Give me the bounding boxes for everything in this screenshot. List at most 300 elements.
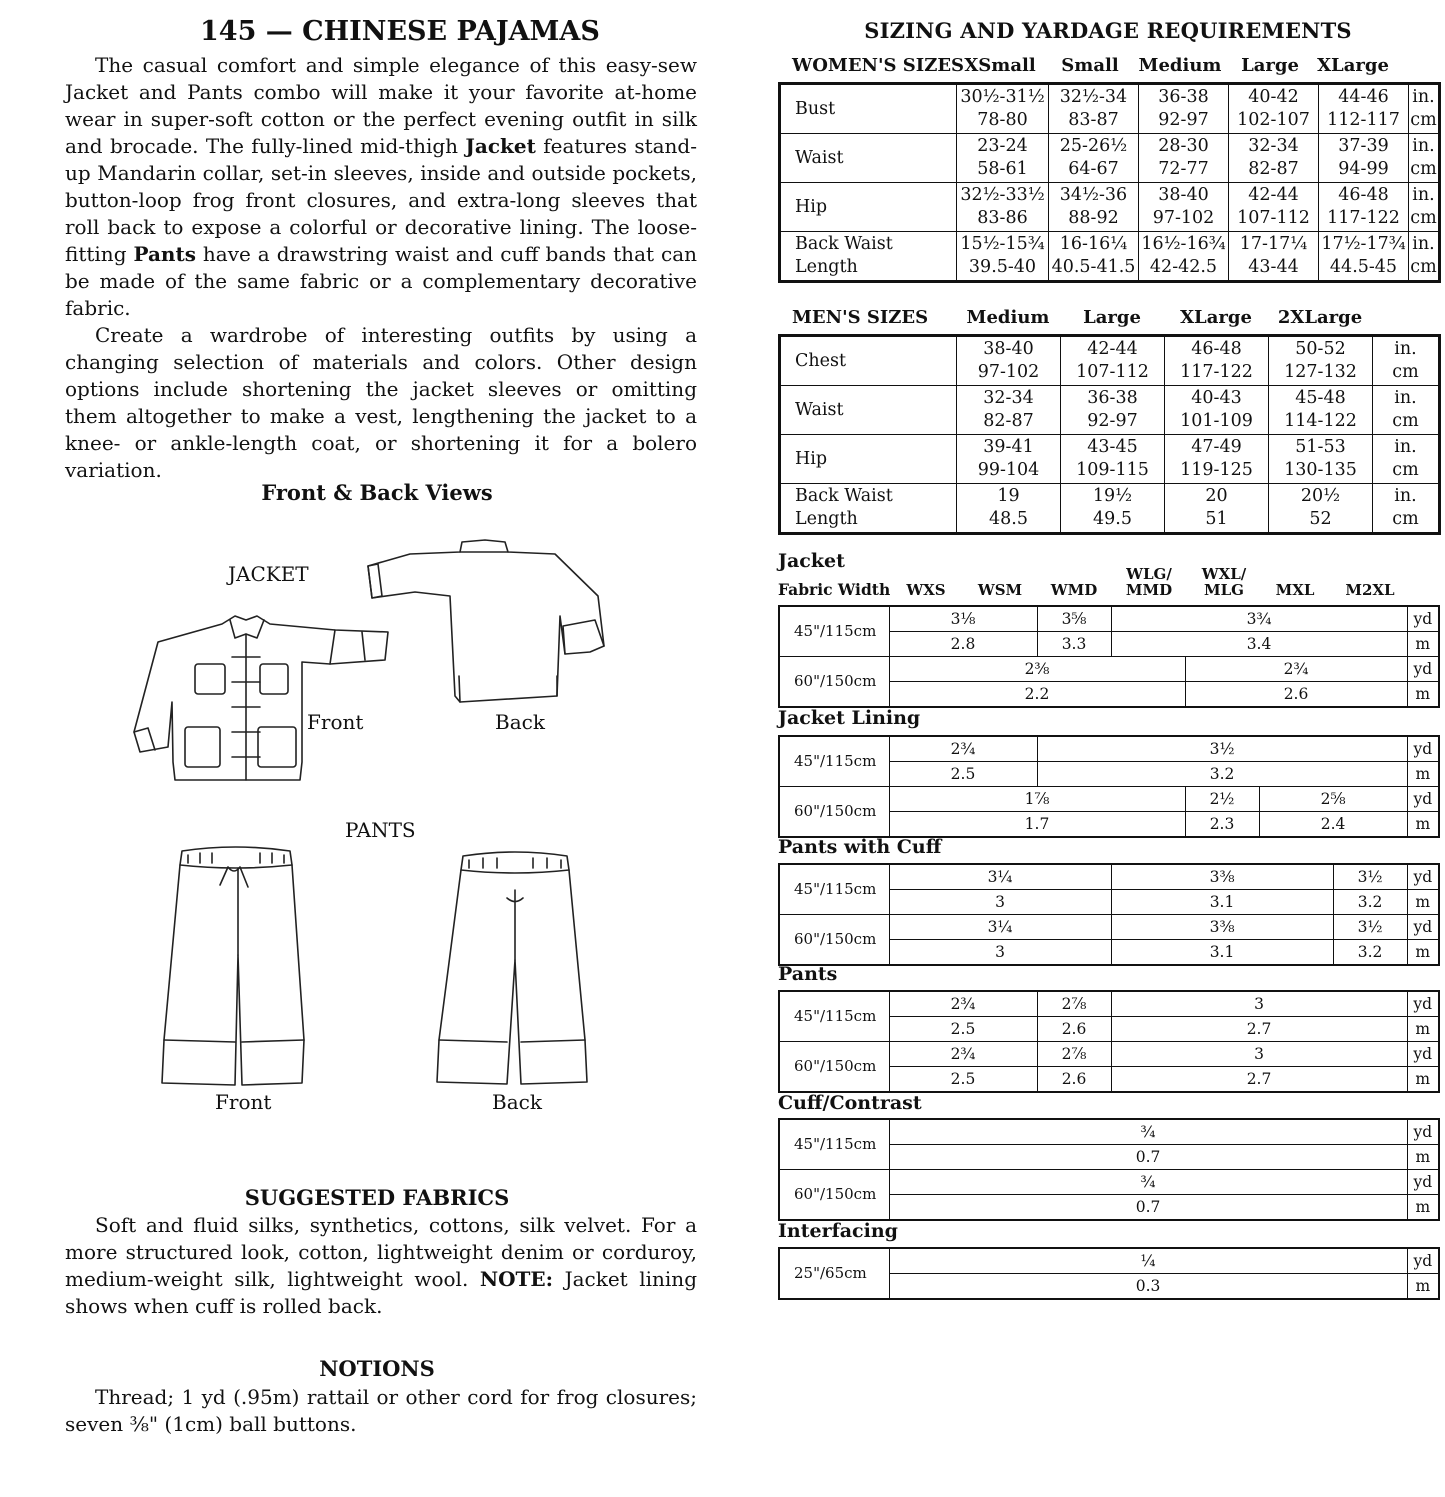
unit-in: in. bbox=[1412, 234, 1435, 254]
size-value-cell bbox=[1061, 336, 1165, 386]
yardage-value-yd: 2¾ bbox=[889, 991, 1037, 1017]
size-value-cm: 112-117 bbox=[1327, 110, 1400, 130]
size-value-in: 16½-16¾ bbox=[1141, 234, 1226, 254]
mens-size-header: 2XLarge bbox=[1277, 307, 1363, 328]
intro-text bbox=[65, 52, 697, 484]
unit-in: in. bbox=[1412, 87, 1435, 107]
sizing-title: SIZING AND YARDAGE REQUIREMENTS bbox=[864, 18, 1352, 43]
size-value-cell bbox=[1049, 232, 1139, 282]
size-value-cm: 117-122 bbox=[1327, 208, 1400, 228]
size-value-cm: 107-112 bbox=[1237, 208, 1310, 228]
size-value-in: 40-43 bbox=[1191, 388, 1242, 408]
unit-m: m bbox=[1407, 1017, 1439, 1042]
pants-back-illustration bbox=[435, 850, 590, 1090]
fabrics-note-label: NOTE: bbox=[479, 1267, 554, 1291]
size-table-row bbox=[780, 386, 1440, 435]
yardage-value-m: 2.4 bbox=[1259, 812, 1407, 838]
unit-in: in. bbox=[1394, 486, 1417, 506]
size-row-label: Back Waist Length bbox=[780, 484, 957, 534]
fabrics-text bbox=[65, 1212, 697, 1320]
yardage-value-yd: 3⅛ bbox=[889, 606, 1037, 632]
size-row-label: Chest bbox=[780, 336, 957, 386]
yardage-value-m: 3.2 bbox=[1037, 762, 1407, 787]
size-value-cm: 48.5 bbox=[989, 509, 1028, 529]
fabric-width-cell: 60"/150cm bbox=[779, 915, 889, 966]
yardage-value-m: 3.2 bbox=[1333, 940, 1407, 966]
size-value-cm: 39.5-40 bbox=[968, 257, 1037, 277]
size-value-in: 32-34 bbox=[983, 388, 1034, 408]
unit-yd: yd bbox=[1407, 864, 1439, 890]
yardage-value-yd: 3½ bbox=[1333, 915, 1407, 940]
yardage-value-yd: 3 bbox=[1111, 991, 1407, 1017]
fabric-width-label: Fabric Width bbox=[778, 580, 891, 599]
size-value-cell bbox=[1319, 183, 1409, 232]
size-value-cell bbox=[1165, 336, 1269, 386]
yardage-value-yd: 2⅜ bbox=[889, 657, 1185, 682]
yardage-col-header: WSM bbox=[977, 581, 1023, 599]
unit-yd: yd bbox=[1407, 787, 1439, 812]
yardage-value-m: 0.7 bbox=[889, 1195, 1407, 1221]
size-value-cm: 99-104 bbox=[977, 460, 1040, 480]
size-value-cell bbox=[1165, 484, 1269, 534]
size-value-in: 19½ bbox=[1092, 486, 1133, 506]
size-value-in: 36-38 bbox=[1087, 388, 1138, 408]
yardage-value-yd: ¼ bbox=[889, 1248, 1407, 1274]
yardage-row bbox=[779, 864, 1439, 890]
unit-cm: cm bbox=[1410, 208, 1437, 228]
yardage-col-header: M2XL bbox=[1345, 581, 1395, 599]
fabric-width-cell: 25"/65cm bbox=[779, 1248, 889, 1299]
size-unit-cell bbox=[1373, 435, 1440, 484]
size-value-cm: 64-67 bbox=[1068, 159, 1119, 179]
size-unit-cell bbox=[1373, 336, 1440, 386]
mens-sizes-heading: MEN'S SIZES bbox=[792, 307, 929, 328]
mens-size-table bbox=[778, 334, 1441, 535]
size-value-in: 19 bbox=[997, 486, 1020, 506]
size-value-in: 47-49 bbox=[1191, 437, 1242, 457]
size-value-cm: 78-80 bbox=[977, 110, 1028, 130]
yardage-value-m: 2.5 bbox=[889, 762, 1037, 787]
yardage-value-yd: 3½ bbox=[1037, 736, 1407, 762]
size-value-cm: 52 bbox=[1309, 509, 1332, 529]
size-value-in: 42-44 bbox=[1248, 185, 1299, 205]
unit-cm: cm bbox=[1410, 110, 1437, 130]
yardage-row bbox=[779, 1119, 1439, 1145]
yardage-section-title: Cuff/Contrast bbox=[778, 1092, 922, 1114]
yardage-section-title: Pants with Cuff bbox=[778, 836, 942, 858]
mens-size-header: XLarge bbox=[1180, 307, 1252, 328]
yardage-col-header: MXL bbox=[1275, 581, 1315, 599]
size-value-in: 34½-36 bbox=[1059, 185, 1128, 205]
size-value-cell bbox=[957, 134, 1049, 183]
size-table-row bbox=[780, 484, 1440, 534]
yardage-section-title: Interfacing bbox=[778, 1220, 898, 1242]
size-value-in: 17½-17¾ bbox=[1321, 234, 1406, 254]
yardage-value-yd: 2¾ bbox=[889, 736, 1037, 762]
yardage-value-m: 2.7 bbox=[1111, 1067, 1407, 1093]
size-value-in: 15½-15¾ bbox=[960, 234, 1045, 254]
unit-m: m bbox=[1407, 682, 1439, 708]
intro-paragraph-1 bbox=[65, 52, 697, 322]
size-value-in: 28-30 bbox=[1158, 136, 1209, 156]
size-value-cell bbox=[1061, 435, 1165, 484]
size-value-cm: 42-42.5 bbox=[1149, 257, 1218, 277]
yardage-value-yd: 3¾ bbox=[1111, 606, 1407, 632]
unit-m: m bbox=[1407, 1145, 1439, 1170]
size-value-in: 46-48 bbox=[1338, 185, 1389, 205]
unit-cm: cm bbox=[1392, 411, 1419, 431]
intro-paragraph-2: Create a wardrobe of interesting outfits by using a changing selection of materials and colors. Other design options include shortening the jacket sleeves or omitting them altogether to make a vest, lengthening the jacket to a knee- or ankle-length coat, or shortening it for a bolero variation. bbox=[65, 323, 697, 482]
size-value-cm: 127-132 bbox=[1284, 362, 1357, 382]
size-unit-cell bbox=[1373, 386, 1440, 435]
yardage-value-m: 3.1 bbox=[1111, 940, 1333, 966]
unit-cm: cm bbox=[1392, 460, 1419, 480]
yardage-value-yd: 2⅞ bbox=[1037, 1042, 1111, 1067]
size-value-cell bbox=[1319, 134, 1409, 183]
notions-text bbox=[65, 1384, 697, 1438]
yardage-row bbox=[779, 1042, 1439, 1067]
pants-front-label: Front bbox=[215, 1090, 272, 1114]
womens-size-header: Medium bbox=[1138, 55, 1222, 76]
size-value-in: 42-44 bbox=[1087, 339, 1138, 359]
size-value-cm: 82-87 bbox=[1248, 159, 1299, 179]
unit-cm: cm bbox=[1410, 257, 1437, 277]
fabric-width-cell: 45"/115cm bbox=[779, 1119, 889, 1170]
unit-in: in. bbox=[1394, 388, 1417, 408]
yardage-row bbox=[779, 657, 1439, 682]
size-value-cm: 40.5-41.5 bbox=[1051, 257, 1136, 277]
size-table-row bbox=[780, 232, 1440, 282]
yardage-row bbox=[779, 991, 1439, 1017]
jacket-back-label: Back bbox=[495, 710, 545, 734]
fabrics-text-b: Jacket lining shows when cuff is rolled back. bbox=[65, 1267, 697, 1318]
yardage-col-header: WXS bbox=[906, 581, 946, 599]
size-value-cell bbox=[1049, 84, 1139, 134]
intro-text-c: have a drawstring waist and cuff bands that can be made of the same fabric or a complementary decorative fabric. bbox=[65, 242, 697, 320]
jacket-back-illustration bbox=[360, 536, 610, 716]
unit-yd: yd bbox=[1407, 1042, 1439, 1067]
unit-m: m bbox=[1407, 632, 1439, 657]
views-heading: Front & Back Views bbox=[261, 480, 493, 505]
size-value-cell bbox=[1049, 134, 1139, 183]
unit-in: in. bbox=[1412, 185, 1435, 205]
womens-size-header: Small bbox=[1061, 55, 1119, 76]
size-value-in: 17-17¼ bbox=[1239, 234, 1308, 254]
unit-yd: yd bbox=[1407, 606, 1439, 632]
fabric-width-cell: 60"/150cm bbox=[779, 1042, 889, 1093]
size-value-cell bbox=[957, 435, 1061, 484]
size-unit-cell bbox=[1409, 232, 1440, 282]
yardage-value-yd: 2⅞ bbox=[1037, 991, 1111, 1017]
size-value-cell bbox=[1319, 84, 1409, 134]
unit-cm: cm bbox=[1392, 362, 1419, 382]
unit-m: m bbox=[1407, 1067, 1439, 1093]
size-value-cell bbox=[1139, 183, 1229, 232]
size-unit-cell bbox=[1409, 134, 1440, 183]
yardage-col-header: WLG/ MMD bbox=[1125, 565, 1173, 599]
size-value-cm: 51 bbox=[1205, 509, 1228, 529]
yardage-value-yd: 3½ bbox=[1333, 864, 1407, 890]
womens-size-header: Large bbox=[1241, 55, 1299, 76]
size-table-row bbox=[780, 84, 1440, 134]
unit-m: m bbox=[1407, 812, 1439, 838]
size-value-cm: 83-86 bbox=[977, 208, 1028, 228]
yardage-value-m: 3 bbox=[889, 940, 1111, 966]
size-table-row bbox=[780, 134, 1440, 183]
size-value-cm: 43-44 bbox=[1248, 257, 1299, 277]
size-value-cell bbox=[1139, 232, 1229, 282]
intro-jacket-bold: Jacket bbox=[465, 134, 536, 158]
size-row-label: Bust bbox=[780, 84, 957, 134]
yardage-value-m: 2.3 bbox=[1185, 812, 1259, 838]
yardage-value-yd: 1⅞ bbox=[889, 787, 1185, 812]
size-value-cell bbox=[1139, 84, 1229, 134]
size-value-cell bbox=[1165, 435, 1269, 484]
unit-m: m bbox=[1407, 1274, 1439, 1300]
size-row-label: Waist bbox=[780, 134, 957, 183]
unit-yd: yd bbox=[1407, 915, 1439, 940]
size-value-cell bbox=[1229, 183, 1319, 232]
size-value-in: 44-46 bbox=[1338, 87, 1389, 107]
size-value-cm: 82-87 bbox=[983, 411, 1034, 431]
size-unit-cell bbox=[1373, 484, 1440, 534]
yardage-row bbox=[779, 606, 1439, 632]
yardage-value-yd: ¾ bbox=[889, 1170, 1407, 1195]
pants-front-illustration bbox=[160, 845, 310, 1090]
fabric-width-cell: 45"/115cm bbox=[779, 606, 889, 657]
size-value-in: 25-26½ bbox=[1059, 136, 1128, 156]
yardage-table bbox=[778, 990, 1440, 1093]
size-value-cm: 94-99 bbox=[1338, 159, 1389, 179]
yardage-value-m: 0.3 bbox=[889, 1274, 1407, 1300]
yardage-value-yd: 2½ bbox=[1185, 787, 1259, 812]
size-table-row bbox=[780, 336, 1440, 386]
fabric-width-cell: 60"/150cm bbox=[779, 657, 889, 708]
size-row-label: Hip bbox=[780, 183, 957, 232]
unit-yd: yd bbox=[1407, 1170, 1439, 1195]
yardage-value-m: 2.2 bbox=[889, 682, 1185, 708]
yardage-section-title: Jacket bbox=[778, 550, 845, 572]
yardage-value-yd: 2¾ bbox=[1185, 657, 1407, 682]
size-value-in: 23-24 bbox=[977, 136, 1028, 156]
page-title: 145 — CHINESE PAJAMAS bbox=[200, 16, 600, 47]
size-value-in: 50-52 bbox=[1295, 339, 1346, 359]
size-value-cell bbox=[957, 232, 1049, 282]
yardage-value-yd: 3⅜ bbox=[1111, 915, 1333, 940]
size-value-cell bbox=[1229, 84, 1319, 134]
yardage-value-m: 2.5 bbox=[889, 1067, 1037, 1093]
fabric-width-cell: 45"/115cm bbox=[779, 991, 889, 1042]
notions-paragraph: Thread; 1 yd (.95m) rattail or other cord for frog closures; seven ⅜" (1cm) ball buttons. bbox=[65, 1385, 697, 1436]
yardage-row bbox=[779, 787, 1439, 812]
yardage-value-m: 2.6 bbox=[1185, 682, 1407, 708]
size-value-cell bbox=[1269, 435, 1373, 484]
yardage-value-m: 3.4 bbox=[1111, 632, 1407, 657]
size-value-cell bbox=[957, 336, 1061, 386]
womens-size-table bbox=[778, 82, 1441, 283]
size-value-cm: 97-102 bbox=[1152, 208, 1215, 228]
jacket-front-label: Front bbox=[307, 710, 364, 734]
yardage-value-yd: 3¼ bbox=[889, 864, 1111, 890]
size-value-cell bbox=[957, 484, 1061, 534]
size-value-cell bbox=[1319, 232, 1409, 282]
pants-back-label: Back bbox=[492, 1090, 542, 1114]
yardage-row bbox=[779, 915, 1439, 940]
yardage-value-m: 0.7 bbox=[889, 1145, 1407, 1170]
size-value-cm: 117-122 bbox=[1180, 362, 1253, 382]
unit-m: m bbox=[1407, 940, 1439, 966]
yardage-table bbox=[778, 1118, 1440, 1221]
size-value-in: 32½-33½ bbox=[960, 185, 1045, 205]
unit-in: in. bbox=[1394, 437, 1417, 457]
jacket-label: JACKET bbox=[228, 562, 309, 586]
size-value-cell bbox=[957, 183, 1049, 232]
size-value-cell bbox=[1165, 386, 1269, 435]
unit-cm: cm bbox=[1392, 509, 1419, 529]
size-value-cell bbox=[1229, 134, 1319, 183]
yardage-value-yd: 3⅜ bbox=[1111, 864, 1333, 890]
size-value-cm: 102-107 bbox=[1237, 110, 1310, 130]
size-value-cm: 114-122 bbox=[1284, 411, 1357, 431]
unit-m: m bbox=[1407, 890, 1439, 915]
size-row-label: Waist bbox=[780, 386, 957, 435]
mens-size-header: Medium bbox=[966, 307, 1050, 328]
size-value-cell bbox=[1061, 386, 1165, 435]
fabric-width-cell: 60"/150cm bbox=[779, 1170, 889, 1221]
yardage-value-m: 2.7 bbox=[1111, 1017, 1407, 1042]
size-value-cell bbox=[1139, 134, 1229, 183]
unit-m: m bbox=[1407, 762, 1439, 787]
yardage-value-m: 3 bbox=[889, 890, 1111, 915]
yardage-value-m: 3.2 bbox=[1333, 890, 1407, 915]
size-value-cm: 72-77 bbox=[1158, 159, 1209, 179]
yardage-table bbox=[778, 1247, 1440, 1300]
yardage-value-yd: 3¼ bbox=[889, 915, 1111, 940]
size-unit-cell bbox=[1409, 84, 1440, 134]
size-row-label: Back Waist Length bbox=[780, 232, 957, 282]
unit-yd: yd bbox=[1407, 1119, 1439, 1145]
yardage-value-yd: 2¾ bbox=[889, 1042, 1037, 1067]
yardage-row bbox=[779, 736, 1439, 762]
intro-text-b: features stand-up Mandarin collar, set-in sleeves, inside and outside pockets, button-loop frog front closures, and extra-long sleeves that roll back to expose a colorful or decorative lining. The loose-fitting bbox=[65, 134, 697, 266]
size-row-label: Hip bbox=[780, 435, 957, 484]
size-value-cm: 101-109 bbox=[1180, 411, 1253, 431]
size-value-cm: 83-87 bbox=[1068, 110, 1119, 130]
mens-size-header: Large bbox=[1083, 307, 1141, 328]
size-value-cell bbox=[1269, 386, 1373, 435]
yardage-row bbox=[779, 1170, 1439, 1195]
womens-size-header: XLarge bbox=[1317, 55, 1389, 76]
yardage-value-m: 2.6 bbox=[1037, 1017, 1111, 1042]
size-value-cm: 58-61 bbox=[977, 159, 1028, 179]
intro-text-a: The casual comfort and simple elegance of this easy-sew Jacket and Pants combo will make it your favorite at-home wear in super-soft cotton or the perfect evening outfit in silk and brocade. The fully-lined mid-thigh bbox=[65, 53, 697, 158]
fabrics-heading: SUGGESTED FABRICS bbox=[244, 1185, 510, 1210]
size-value-cm: 92-97 bbox=[1158, 110, 1209, 130]
size-value-cell bbox=[1049, 183, 1139, 232]
yardage-section-title: Pants bbox=[778, 963, 838, 985]
size-value-in: 38-40 bbox=[1158, 185, 1209, 205]
size-value-in: 30½-31½ bbox=[960, 87, 1045, 107]
yardage-value-yd: 3 bbox=[1111, 1042, 1407, 1067]
size-value-in: 20 bbox=[1205, 486, 1228, 506]
size-value-cell bbox=[1229, 232, 1319, 282]
size-value-in: 38-40 bbox=[983, 339, 1034, 359]
yardage-value-m: 2.8 bbox=[889, 632, 1037, 657]
fabric-width-cell: 60"/150cm bbox=[779, 787, 889, 838]
size-value-cm: 44.5-45 bbox=[1329, 257, 1398, 277]
size-value-cell bbox=[957, 84, 1049, 134]
size-value-in: 20½ bbox=[1300, 486, 1341, 506]
unit-cm: cm bbox=[1410, 159, 1437, 179]
unit-yd: yd bbox=[1407, 991, 1439, 1017]
yardage-col-header: WXL/ MLG bbox=[1201, 565, 1247, 599]
size-value-cm: 119-125 bbox=[1180, 460, 1253, 480]
size-value-in: 51-53 bbox=[1295, 437, 1346, 457]
yardage-value-m: 1.7 bbox=[889, 812, 1185, 838]
fabric-width-cell: 45"/115cm bbox=[779, 736, 889, 787]
size-value-in: 39-41 bbox=[983, 437, 1034, 457]
yardage-table bbox=[778, 863, 1440, 966]
size-value-cm: 109-115 bbox=[1076, 460, 1149, 480]
size-value-in: 16-16¼ bbox=[1059, 234, 1128, 254]
size-value-cell bbox=[1061, 484, 1165, 534]
notions-heading: NOTIONS bbox=[319, 1356, 435, 1381]
yardage-table bbox=[778, 605, 1440, 708]
intro-pants-bold: Pants bbox=[133, 242, 196, 266]
size-value-cell bbox=[1269, 336, 1373, 386]
yardage-row bbox=[779, 1248, 1439, 1274]
unit-in: in. bbox=[1394, 339, 1417, 359]
unit-yd: yd bbox=[1407, 657, 1439, 682]
womens-size-header: XSmall bbox=[964, 55, 1036, 76]
unit-yd: yd bbox=[1407, 1248, 1439, 1274]
size-value-cell bbox=[1269, 484, 1373, 534]
unit-m: m bbox=[1407, 1195, 1439, 1221]
size-value-cm: 130-135 bbox=[1284, 460, 1357, 480]
yardage-section-title: Jacket Lining bbox=[778, 707, 921, 729]
size-table-row bbox=[780, 435, 1440, 484]
size-value-in: 32½-34 bbox=[1059, 87, 1128, 107]
size-value-in: 45-48 bbox=[1295, 388, 1346, 408]
size-value-in: 40-42 bbox=[1248, 87, 1299, 107]
fabric-width-cell: 45"/115cm bbox=[779, 864, 889, 915]
yardage-table bbox=[778, 735, 1440, 838]
yardage-value-yd: 3⅝ bbox=[1037, 606, 1111, 632]
size-value-in: 36-38 bbox=[1158, 87, 1209, 107]
size-value-cm: 92-97 bbox=[1087, 411, 1138, 431]
unit-yd: yd bbox=[1407, 736, 1439, 762]
yardage-value-m: 3.1 bbox=[1111, 890, 1333, 915]
size-value-cm: 97-102 bbox=[977, 362, 1040, 382]
size-value-in: 43-45 bbox=[1087, 437, 1138, 457]
womens-sizes-heading: WOMEN'S SIZES bbox=[792, 55, 965, 76]
size-value-in: 37-39 bbox=[1338, 136, 1389, 156]
size-unit-cell bbox=[1409, 183, 1440, 232]
pants-label: PANTS bbox=[345, 818, 416, 842]
size-table-row bbox=[780, 183, 1440, 232]
yardage-col-header: WMD bbox=[1050, 581, 1098, 599]
size-value-cm: 49.5 bbox=[1093, 509, 1132, 529]
fabrics-text-a: Soft and fluid silks, synthetics, cottons, silk velvet. For a more structured look, cotton, lightweight denim or corduroy, medium-weight silk, lightweight wool. bbox=[65, 1213, 697, 1291]
size-value-in: 32-34 bbox=[1248, 136, 1299, 156]
size-value-in: 46-48 bbox=[1191, 339, 1242, 359]
yardage-value-yd: 2⅝ bbox=[1259, 787, 1407, 812]
yardage-value-m: 2.5 bbox=[889, 1017, 1037, 1042]
size-value-cell bbox=[957, 386, 1061, 435]
yardage-value-yd: ¾ bbox=[889, 1119, 1407, 1145]
yardage-value-m: 3.3 bbox=[1037, 632, 1111, 657]
size-value-cm: 88-92 bbox=[1068, 208, 1119, 228]
